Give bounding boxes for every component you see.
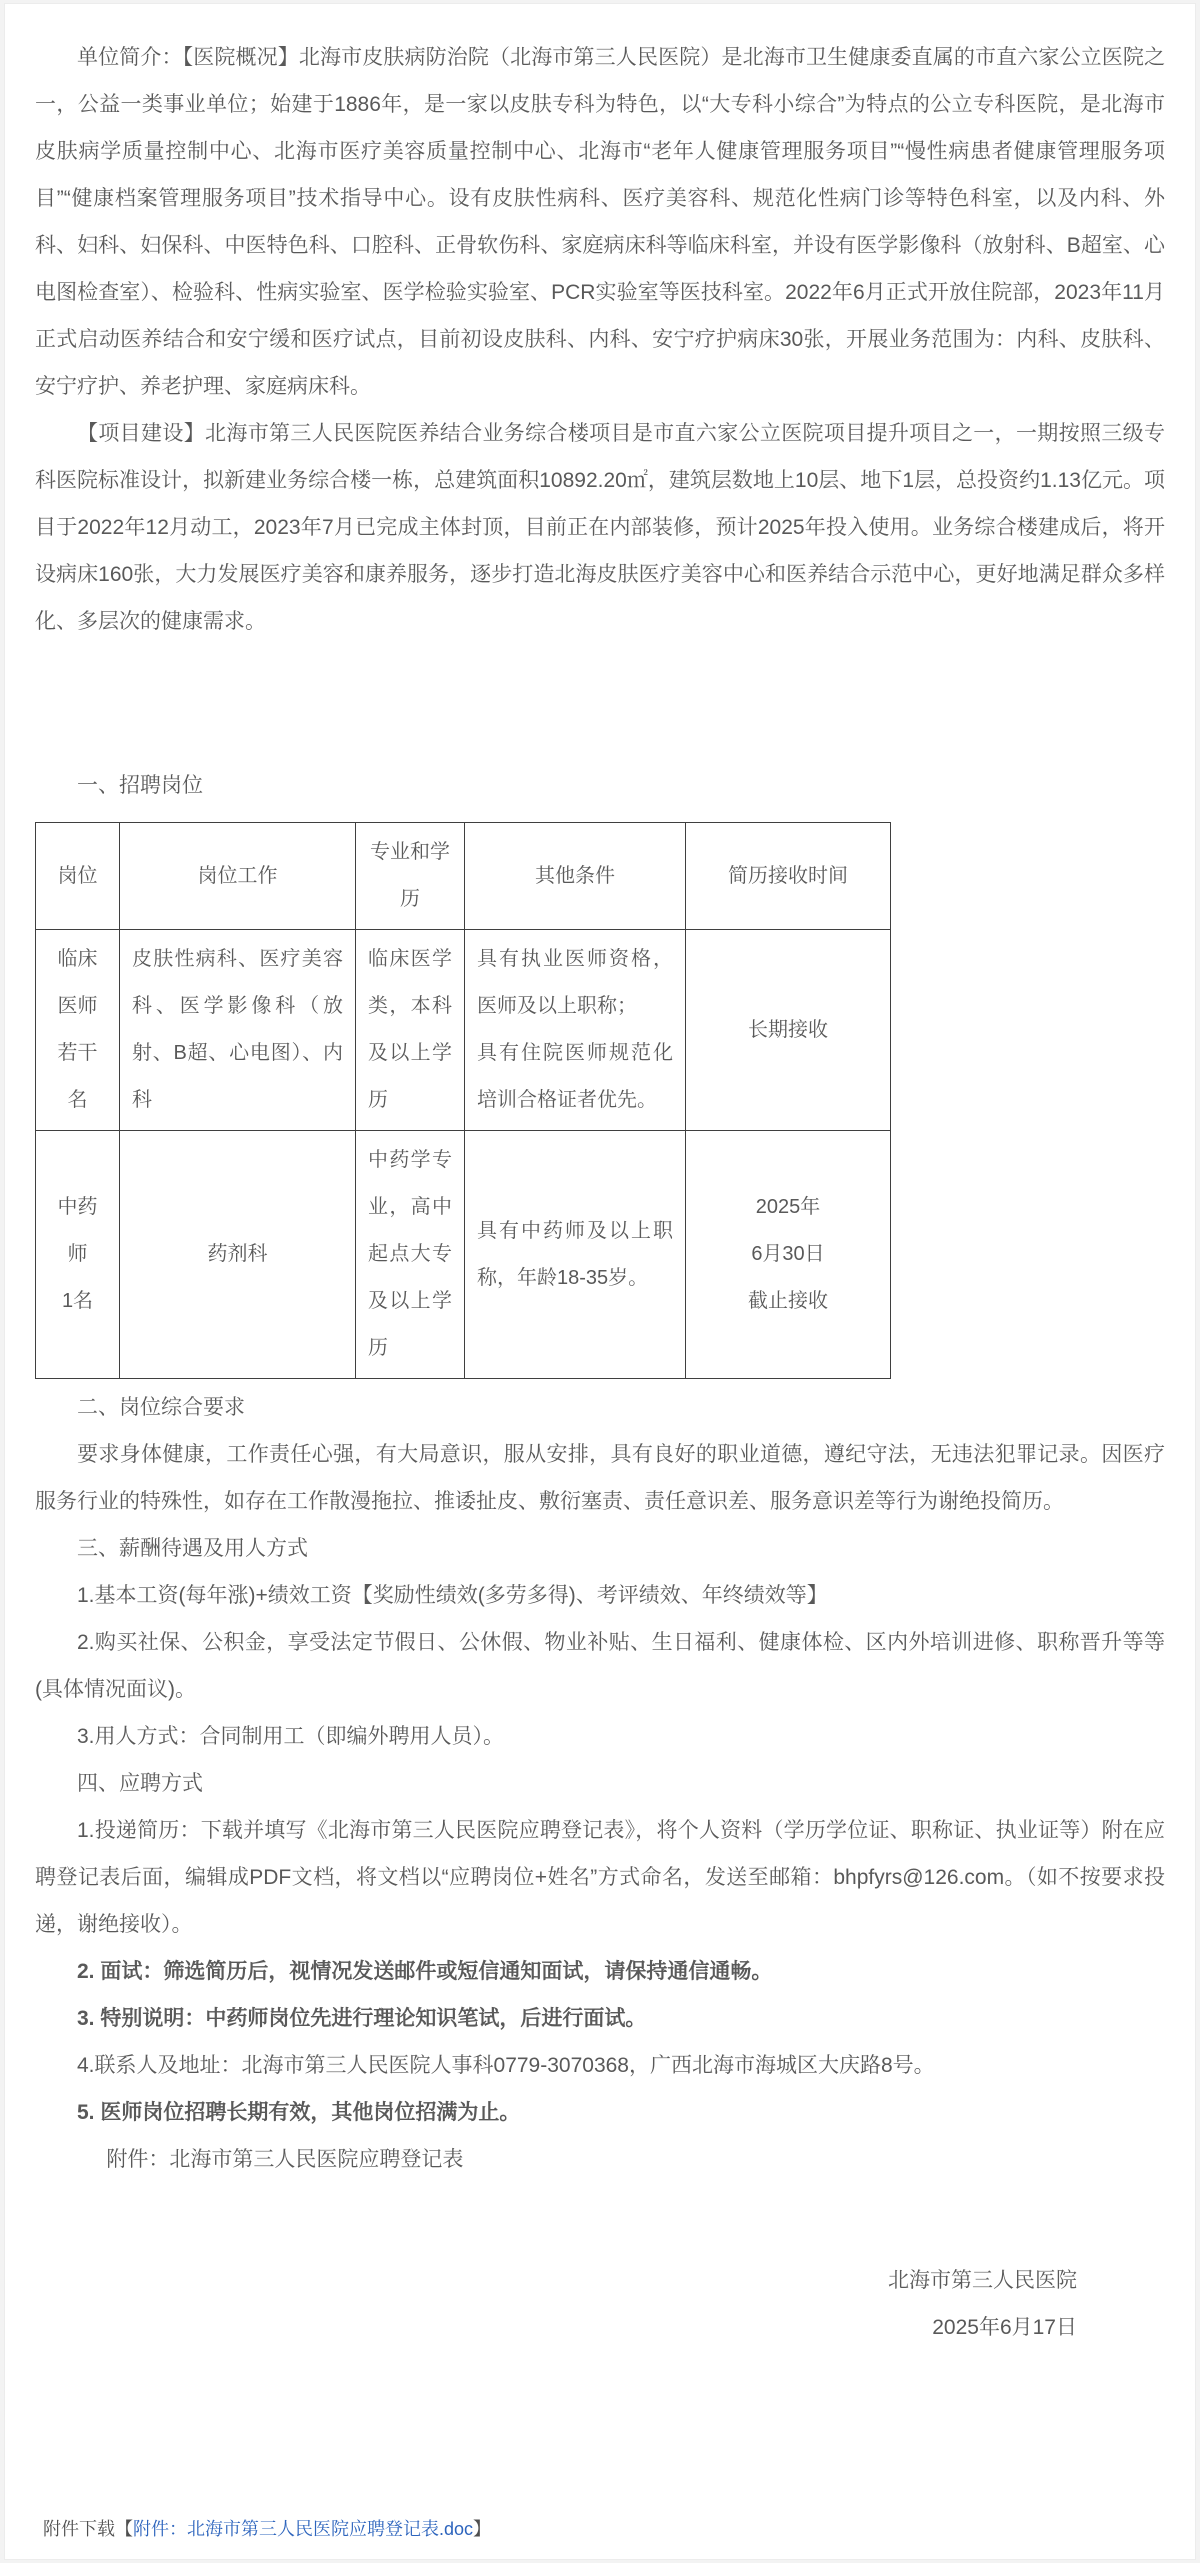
requirements-paragraph: 要求身体健康，工作责任心强，有大局意识，服从安排，具有良好的职业道德，遵纪守法，无违法犯罪记录。因医疗服务行业的特殊性，如存在工作散漫拖拉、推诿扯皮、敷衍塞责、责任意识差、服务意识差等行为谢绝投简历。 (35, 1443, 1165, 1513)
table-row-clinical-doctor (36, 930, 891, 1131)
signature-date: 2025年6月17日 (932, 2316, 1077, 2339)
signature-block (35, 2257, 1165, 2351)
position-line: 医师 (57, 995, 98, 1017)
resume-time-line: 6月30日 (751, 1243, 825, 1265)
attachment-download-link[interactable]: 附件：北海市第三人民医院应聘登记表.doc (133, 2519, 474, 2539)
position-line: 临床 (57, 948, 98, 970)
attachment-download-label-suffix: 】 (473, 2519, 492, 2539)
intro-paragraph: 单位简介：【医院概况】北海市皮肤病防治院（北海市第三人民医院）是北海市卫生健康委直属的市直六家公立医院之一，公益一类事业单位；始建于1886年，是一家以皮肤专科为特色，以“大专科小综合”为特点的公立专科医院，是北海市皮肤病学质量控制中心、北海市医疗美容质量控制中心、北海市“老年人健康管理服务项目”“慢性病患者健康管理服务项目”“健康档案管理服务项目”技术指导中心。设有皮肤性病科、医疗美容科、规范化性病门诊等特色科室，以及内科、外科、妇科、妇保科、中医特色科、口腔科、正骨软伤科、家庭病床科等临床科室，并设有医学影像科（放射科、B超室、心电图检查室）、检验科、性病实验室、医学检验实验室、PCR实验室等医技科室。2022年6月正式开放住院部，2023年11月正式启动医养结合和安宁缓和医疗试点，目前初设皮肤科、内科、安宁疗护病床30张，开展业务范围为：内科、皮肤科、安宁疗护、养老护理、家庭病床科。 (35, 46, 1165, 398)
col-header-duty: 岗位工作 (120, 823, 356, 930)
condition-line: 具有住院医师规范化培训合格证者优先。 (477, 1042, 673, 1111)
positions-table (35, 822, 891, 1379)
col-header-resume-time: 简历接收时间 (686, 823, 891, 930)
condition-line: 具有执业医师资格，医师及以上职称； (477, 948, 673, 1017)
project-paragraph: 【项目建设】北海市第三人民医院医养结合业务综合楼项目是市直六家公立医院项目提升项目之一，一期按照三级专科医院标准设计，拟新建业务综合楼一栋，总建筑面积10892.20㎡，建筑层数地上10层、地下1层，总投资约1.13亿元。项目于2022年12月动工，2023年7月已完成主体封顶，目前正在内部装修，预计2025年投入使用。业务综合楼建成后，将开设病床160张，大力发展医疗美容和康养服务，逐步打造北海皮肤医疗美容中心和医养结合示范中心，更好地满足群众多样化、多层次的健康需求。 (35, 422, 1165, 633)
attachment-note: 附件：北海市第三人民医院应聘登记表 (106, 2148, 464, 2171)
section-title-requirements: 二、岗位综合要求 (77, 1396, 245, 1419)
salary-item: 3.用人方式：合同制用工（即编外聘用人员）。 (77, 1725, 505, 1748)
signature-org: 北海市第三人民医院 (888, 2269, 1077, 2292)
cell-position (36, 1131, 120, 1379)
section-title-apply: 四、应聘方式 (77, 1772, 203, 1795)
section-title-recruit-positions: 一、招聘岗位 (77, 774, 203, 797)
table-row-pharmacist (36, 1131, 891, 1379)
table-header-row (36, 823, 891, 930)
col-header-qualification: 专业和学历 (356, 823, 465, 930)
cell-other-conditions (465, 1131, 686, 1379)
cell-resume-time (686, 1131, 891, 1379)
resume-time-line: 2025年 (755, 1196, 821, 1218)
apply-item: 2. 面试：筛选简历后，视情况发送邮件或短信通知面试，请保持通信通畅。 (77, 1960, 773, 1983)
apply-item: 3. 特别说明：中药师岗位先进行理论知识笔试，后进行面试。 (77, 2007, 647, 2030)
position-line: 1名 (61, 1290, 94, 1312)
cell-position (36, 930, 120, 1131)
attachment-download-label: 附件下载【 (43, 2519, 133, 2539)
resume-time-line: 长期接收 (748, 1018, 828, 1041)
cell-duty: 药剂科 (120, 1131, 356, 1379)
col-header-position: 岗位 (36, 823, 120, 930)
salary-item: 1.基本工资(每年涨)+绩效工资【奖励性绩效(多劳多得)、考评绩效、年终绩效等】 (77, 1584, 828, 1607)
resume-time-line: 截止接收 (748, 1290, 828, 1312)
cell-resume-time (686, 930, 891, 1131)
condition-line: 具有中药师及以上职称，年龄18-35岁。 (477, 1219, 673, 1289)
apply-item: 1.投递简历：下载并填写《北海市第三人民医院应聘登记表》，将个人资料（学历学位证、职称证、执业证等）附在应聘登记表后面，编辑成PDF文档，将文档以“应聘岗位+姓名”方式命名，发送至邮箱：bhpfyrs@126.com。（如不按要求投递，谢绝接收）。 (35, 1819, 1165, 1936)
section-title-salary: 三、薪酬待遇及用人方式 (77, 1537, 308, 1560)
salary-item: 2.购买社保、公积金，享受法定节假日、公休假、物业补贴、生日福利、健康体检、区内外培训进修、职称晋升等等(具体情况面议)。 (35, 1631, 1165, 1701)
cell-qualification: 中药学专业，高中起点大专及以上学历 (356, 1131, 465, 1379)
position-line: 若干名 (57, 1042, 98, 1111)
cell-duty: 皮肤性病科、医疗美容科、医学影像科（放射、B超、心电图）、内科 (120, 930, 356, 1131)
notice-document (4, 3, 1196, 2560)
apply-item: 5. 医师岗位招聘长期有效，其他岗位招满为止。 (77, 2101, 521, 2124)
attachment-download-bar (35, 2509, 1165, 2549)
cell-qualification: 临床医学类，本科及以上学历 (356, 930, 465, 1131)
position-line: 中药师 (57, 1196, 98, 1265)
cell-other-conditions (465, 930, 686, 1131)
col-header-other-conditions: 其他条件 (465, 823, 686, 930)
apply-item: 4.联系人及地址：北海市第三人民医院人事科0779-3070368，广西北海市海城区大庆路8号。 (77, 2054, 935, 2077)
